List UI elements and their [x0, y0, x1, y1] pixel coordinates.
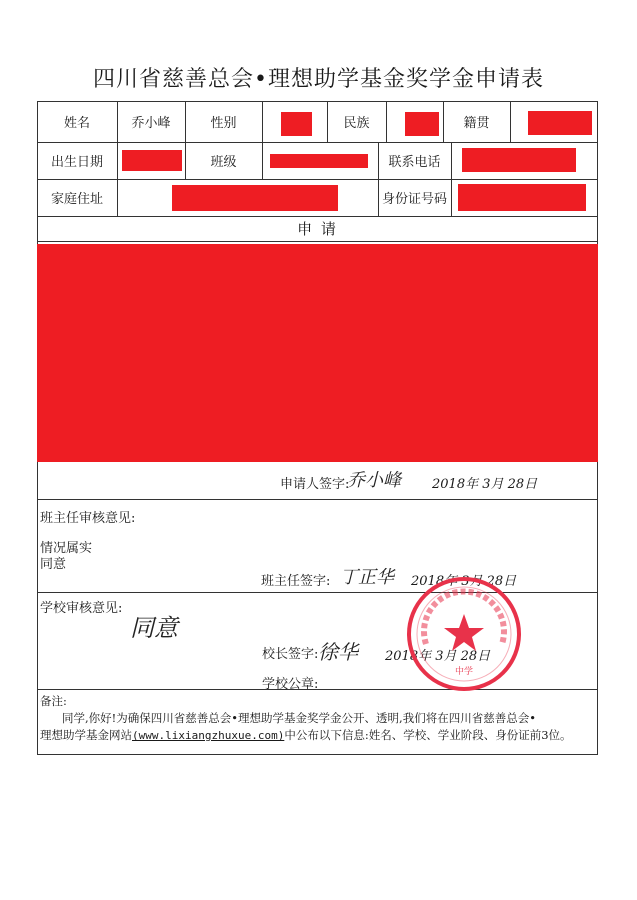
teacher-review-label: 班主任审核意见:	[40, 511, 136, 526]
remarks-line2	[40, 726, 572, 745]
phone-label: 联系电话	[388, 155, 441, 170]
teacher-opinion-line1: 情况属实	[40, 541, 93, 556]
id-label: 身份证号码	[381, 192, 447, 207]
teacher-signature: 丁正华	[340, 567, 394, 588]
grid-line	[262, 101, 263, 179]
form-title: 四川省慈善总会•理想助学基金奖学金申请表	[93, 67, 544, 92]
teacher-opinion-line2: 同意	[40, 557, 67, 572]
remarks-label: 备注:	[40, 694, 67, 708]
application-text-redaction	[37, 244, 598, 462]
address-label: 家庭住址	[50, 192, 103, 207]
principal-signature-label: 校长签字:	[262, 647, 319, 662]
grid-line	[37, 142, 598, 143]
gender-label: 性别	[210, 116, 237, 131]
grid-line	[451, 142, 452, 216]
grid-line	[510, 101, 511, 142]
teacher-signature-label: 班主任签字:	[261, 574, 331, 589]
class-redaction	[270, 154, 368, 168]
grid-line	[37, 179, 598, 180]
website-link[interactable]: (www.lixiangzhuxue.com)	[132, 729, 285, 742]
birth-redaction	[122, 150, 182, 171]
ethnicity-label: 民族	[343, 116, 370, 131]
applicant-date: 2018年 3月 28日	[432, 477, 538, 492]
birth-label: 出生日期	[50, 155, 103, 170]
address-redaction	[172, 185, 338, 211]
remarks-line2-prefix: 理想助学基金网站	[40, 728, 132, 742]
school-seal-label: 学校公章:	[262, 677, 319, 692]
origin-label: 籍贯	[463, 116, 490, 131]
id-redaction	[458, 184, 586, 211]
school-review-label: 学校审核意见:	[40, 601, 123, 616]
gender-redaction	[281, 112, 312, 136]
phone-redaction	[462, 148, 576, 172]
applicant-signature: 乔小峰	[347, 470, 401, 491]
origin-redaction	[528, 111, 592, 135]
application-header: 申 请	[297, 220, 338, 238]
seal-text: 中学	[454, 667, 474, 677]
applicant-signature-label: 申请人签字:	[280, 477, 350, 492]
school-opinion: 同意	[130, 614, 178, 642]
class-label: 班级	[210, 155, 237, 170]
ethnicity-redaction	[405, 112, 439, 136]
grid-line	[386, 101, 387, 142]
grid-line	[37, 241, 598, 242]
school-seal-icon	[404, 574, 524, 694]
teacher-date: 2018年 3月 28日	[411, 574, 517, 589]
remarks-line1: 同学,你好!为确保四川省慈善总会•理想助学基金奖学金公开、透明,我们将在四川省慈善总会•	[62, 711, 536, 725]
principal-date: 2018年 3月 28日	[385, 649, 491, 664]
principal-signature: 徐华	[318, 640, 358, 664]
name-value: 乔小峰	[131, 116, 171, 131]
grid-line	[37, 499, 598, 500]
remarks-line2-suffix: 中公布以下信息:姓名、学校、学业阶段、身份证前3位。	[284, 728, 572, 742]
name-label: 姓名	[63, 116, 90, 131]
